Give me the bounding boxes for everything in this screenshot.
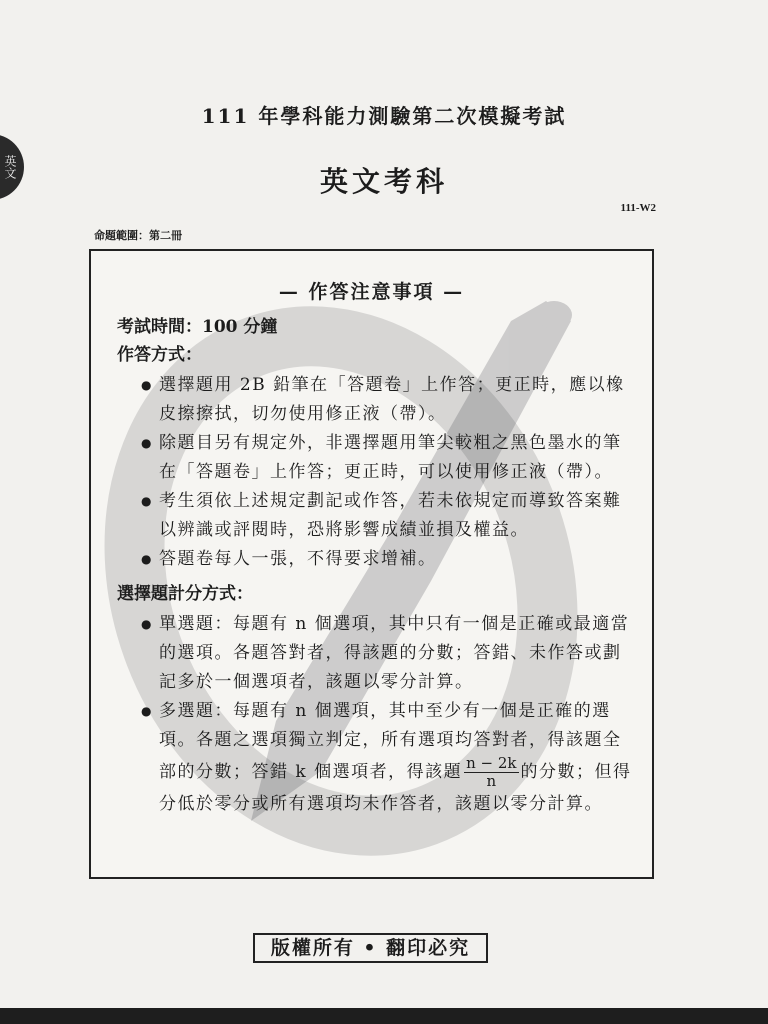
exam-time: 考試時間：100 分鐘: [117, 317, 278, 337]
list-item: ● 選擇題用 2B 鉛筆在「答題卷」上作答；更正時，應以橡皮擦擦拭，切勿使用修正液（帶）。: [143, 371, 637, 429]
score-fraction: [464, 755, 518, 790]
instructions-box: [89, 249, 654, 879]
notice-content: [117, 313, 637, 825]
fraction-denominator: n: [486, 772, 497, 790]
side-tab: 英文: [0, 134, 24, 200]
question-scope: 命題範圍：第二冊: [94, 229, 182, 242]
multi-rule-text: 多選題：每題有 n 個選項，其中至少有一個是正確的選項。各題之選項獨立判定，所有選項均答對者，得該題全部的分數；答錯 k 個選項者，得該題: [159, 701, 622, 782]
scoring-heading: 選擇題計分方式：: [117, 584, 253, 604]
multi-choice-rule: [143, 697, 637, 819]
exam-code: 111-W2: [620, 202, 656, 214]
exam-title: 111 年學科能力測驗第二次模擬考試: [201, 104, 567, 128]
scoring-list: [117, 610, 637, 819]
single-choice-rule: ● 單選題：每題有 n 個選項，其中只有一個是正確或最適當的選項。各題答對者，得該題的分數；答錯、未作答或劃記多於一個選項者，該題以零分計算。: [143, 610, 637, 697]
list-item: ● 考生須依上述規定劃記或作答，若未依規定而導致答案難以辨識或評閱時，恐將影響成績並損及權益。: [143, 487, 637, 545]
fraction-numerator: n − 2k: [466, 754, 517, 772]
list-item: ● 答題卷每人一張，不得要求增補。: [143, 545, 637, 574]
page-edge: [0, 1008, 768, 1024]
answer-method-heading: 作答方式：: [117, 345, 202, 365]
multi-rule-text-end: 的分數；但得分低於零分或所有選項均未作答者，該題以零分計算。: [159, 762, 632, 814]
answer-method-list: [117, 371, 637, 574]
copyright-notice: 版權所有 • 翻印必究: [253, 933, 488, 963]
subject-title: 英文考科: [319, 165, 448, 198]
list-item: ● 除題目另有規定外，非選擇題用筆尖較粗之黑色墨水的筆在「答題卷」上作答；更正時，可以使用修正液（帶）。: [143, 429, 637, 487]
notice-title: — 作答注意事項 —: [278, 281, 465, 303]
